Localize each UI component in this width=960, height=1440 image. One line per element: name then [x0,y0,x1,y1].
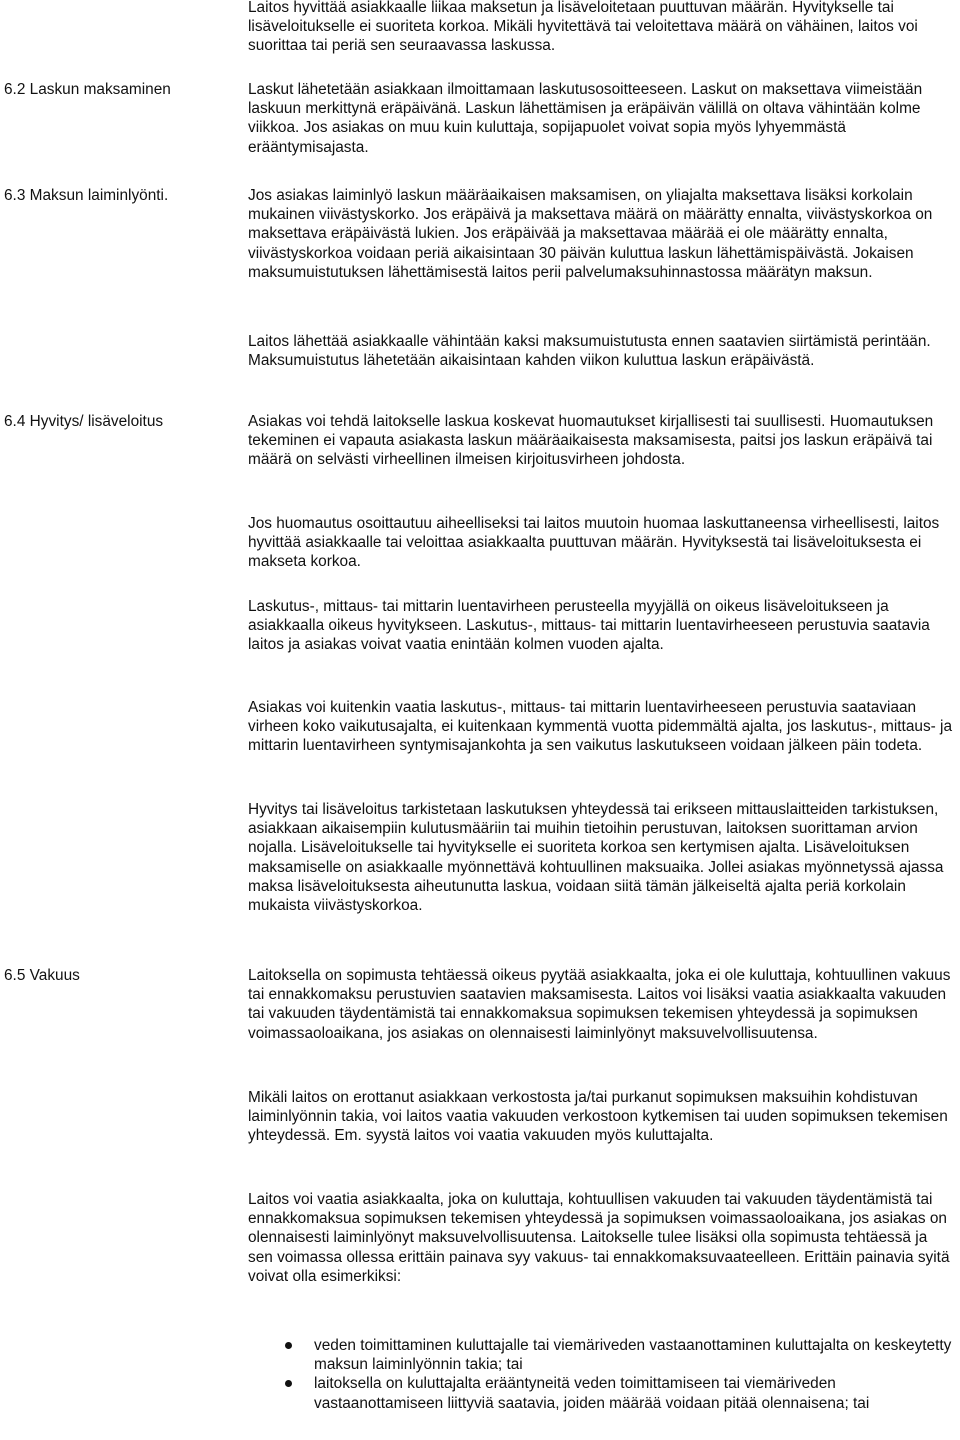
section-heading-6-4: 6.4 Hyvitys/ lisäveloitus [4,413,164,430]
section-6-2-paragraph-1: Laskut lähetetään asiakkaan ilmoittamaan laskutusosoitteeseen. Laskut on maksettava viimeistään laskuun merkittynä eräpäivänä. Laskun lähettämisen ja eräpäivän välillä on oltava vähintään kolme viikkoa. Jos asiakas on muu kuin kuluttaja, sopijapuolet voivat sopia myös lyhyemmästä erääntymisajasta. [248,81,923,156]
section-6-4-paragraph-4: Asiakas voi kuitenkin vaatia laskutus-, mittaus- tai mittarin luentavirheeseen perustuvia saataviaan virheen koko vaikutusajalta, ei kuitenkaan kymmentä vuotta pidemmältä ajalta, jos laskutus-, mittaus- ja mittarin luentavirheen syntymisajankohta ja sen vaikutus laskutukseen voidaan jälkeen päin todeta. [248,699,953,755]
section-6-3-paragraph-2: Laitos lähettää asiakkaalle vähintään kaksi maksumuistutusta ennen saatavien siirtämistä perintään. Maksumuistutus lähetetään aikaisintaan kahden viikon kuluttua laskun eräpäivästä. [248,333,931,370]
section-6-4-paragraph-3: Laskutus-, mittaus- tai mittarin luentavirheen perusteella myyjällä on oikeus lisäveloitukseen ja asiakkaalla oikeus hyvitykseen. Laskutus-, mittaus- tai mittarin luentavirheeseen perustuvia saatavia laitos ja asiakas voivat vaatia enintään kolmen vuoden ajalta. [248,598,930,654]
section-heading-6-2: 6.2 Laskun maksaminen [4,81,171,98]
list-item-text: laitoksella on kuluttajalta erääntyneitä veden toimittamiseen tai viemäriveden vastaanottamiseen liittyviä saatavia, joiden määrää voidaan pitää olennaisena; tai [314,1375,870,1412]
section-6-5-paragraph-1: Laitoksella on sopimusta tehtäessä oikeus pyytää asiakkaalta, joka ei ole kuluttaja, kohtuullinen vakuus tai ennakkomaksu perustuvien saatavien maksamisesta. Laitos voi lisäksi vaatia asiakkaalta vakuuden tai vakuuden täydentämistä tai ennakkomaksua sopimuksen tekemisen yhteydessä ja sopimuksen voimassaoloaikana, jos asiakas on olennaisesti laiminlyönyt maksuvelvollisuutensa. [248,967,951,1042]
list-item [248,1374,956,1412]
section-6-4-paragraph-5: Hyvitys tai lisäveloitus tarkistetaan laskutuksen yhteydessä tai erikseen mittauslaitteiden tarkistuksen, asiakkaan aikaisempiin kulutusmääriin tai muihin tietoihin perustuvan, laitoksen suorittaman arvion nojalla. Lisäveloitukselle tai hyvitykselle ei suoriteta korkoa sen kertymisen ajalta. Lisäveloituksen maksamiselle on asiakkaalle myönnettävä kohtuullinen maksuaika. Jollei asiakas myönnetyssä ajassa maksa lisäveloituksesta aiheutunutta laskua, voidaan siitä tämän jälkeiseltä ajalta periä korkolain mukaista viivästyskorkoa. [248,801,944,915]
section-heading-6-3: 6.3 Maksun laiminlyönti. [4,187,169,204]
bullet-icon [285,1342,292,1349]
list-item [248,1336,956,1374]
section-6-3-paragraph-1: Jos asiakas laiminlyö laskun määräaikaisen maksamisen, on yliajalta maksettava lisäksi korkolain mukainen viivästyskorko. Jos eräpäivä ja maksettava määrä on määrätty ennalta, viivästyskorkoa on maksettava eräpäivästä lukien. Jos eräpäivää ja maksettavaa määrää ei ole määrätty ennalta, viivästyskorkoa voidaan periä aikaisintaan 30 päivän kuluttua laskun lähettämispäivästä. Jokaisen maksumuistutuksen lähettämisestä laitos perii palvelumaksuhinnastossa määrätyn maksun. [248,187,933,281]
list-item-text: veden toimittaminen kuluttajalle tai viemäriveden vastaanottaminen kuluttajalta on keskeytetty maksun laiminlyönnin takia; tai [314,1337,952,1374]
section-6-4-paragraph-2: Jos huomautus osoittautuu aiheelliseksi tai laitos muutoin huomaa laskuttaneensa virheellisesti, laitos hyvittää asiakkaalle tai veloittaa asiakkaalta puuttuvan määrän. Hyvityksestä tai lisäveloituksesta ei makseta korkoa. [248,515,940,571]
section-6-5-bullet-list [248,1336,956,1413]
section-6-5-paragraph-2: Mikäli laitos on erottanut asiakkaan verkostosta ja/tai purkanut sopimuksen maksuihin kohdistuvan laiminlyönnin takia, voi laitos vaatia vakuuden verkostoon kytkemisen tai uuden sopimuksen tekemisen yhteydessä. Em. syystä laitos voi vaatia vakuuden myös kuluttajalta. [248,1089,948,1145]
bullet-icon [285,1380,292,1387]
section-6-5-paragraph-3: Laitos voi vaatia asiakkaalta, joka on kuluttaja, kohtuullisen vakuuden tai vakuuden täydentämistä tai ennakkomaksua sopimuksen tekemisen yhteydessä ja sopimuksen voimassaoloaikana, jos asiakas on olennaisesti laiminlyönyt maksuvelvollisuutensa. Laitokselle tulee lisäksi olla sopimusta tehtäessä ja sen voimassa ollessa erittäin painava syy vakuus- tai ennakkomaksuvaateelleen. Erittäin painavia syitä voivat olla esimerkiksi: [248,1191,950,1285]
section-6-4-paragraph-1: Asiakas voi tehdä laitokselle laskua koskevat huomautukset kirjallisesti tai suullisesti. Huomautuksen tekeminen ei vapauta asiakasta laskun määräaikaisesta maksamisesta, paitsi jos laskun eräpäivä tai määrä on selvästi virheellinen ilmeisen kirjoitusvirheen johdosta. [248,413,934,469]
section-heading-6-5: 6.5 Vakuus [4,967,80,984]
intro-paragraph: Laitos hyvittää asiakkaalle liikaa maksetun ja lisäveloitetaan puuttuvan määrän. Hyvitykselle tai lisäveloitukselle ei suoriteta korkoa. Mikäli hyvitettävä tai veloitettava määrä on vähäinen, laitos voi suorittaa tai periä sen seuraavassa laskussa. [248,0,918,55]
